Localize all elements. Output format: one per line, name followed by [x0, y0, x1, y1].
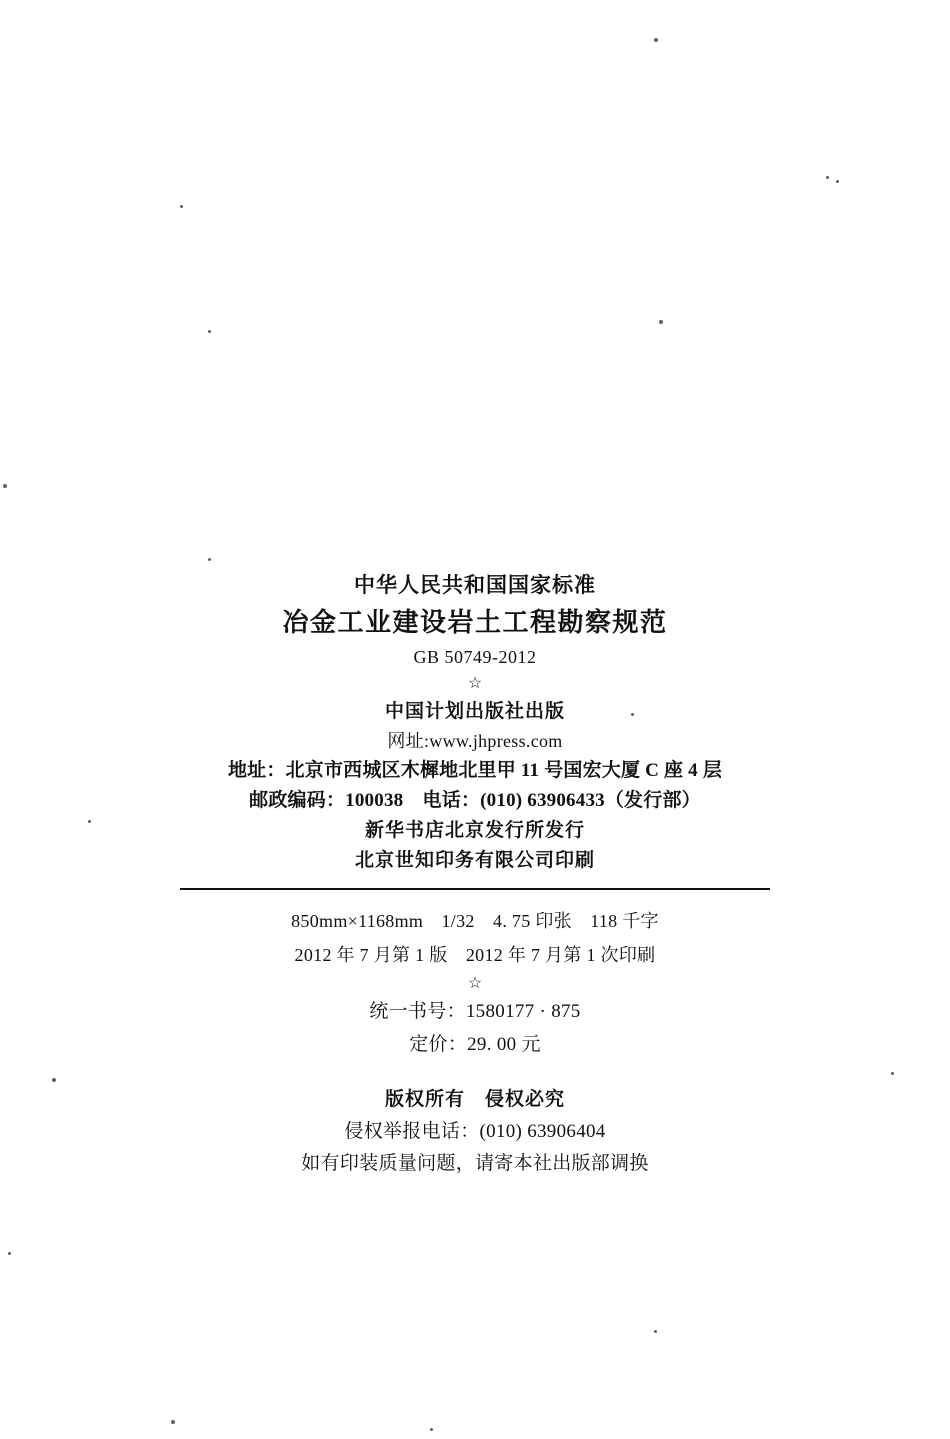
- unified-book-number: 统一书号：1580177 · 875: [369, 1001, 581, 1022]
- star-ornament-bottom-icon: ☆: [467, 975, 483, 992]
- print-specification: 850mm×1168mm 1/32 4. 75 印张 118 千字: [291, 911, 659, 931]
- edition-and-printing-date: 2012 年 7 月第 1 版 2012 年 7 月第 1 次印刷: [294, 945, 656, 965]
- scan-speck: [208, 330, 211, 333]
- copyright-notice: 版权所有 侵权必究: [384, 1089, 565, 1110]
- document-title: 冶金工业建设岩土工程勘察规范: [282, 608, 668, 637]
- scan-speck: [180, 205, 183, 208]
- publisher-address: 地址：北京市西城区木樨地北里甲 11 号国宏大厦 C 座 4 层: [227, 760, 723, 781]
- infringement-report-phone: 侵权举报电话：(010) 63906404: [344, 1121, 606, 1142]
- national-standard-label: 中华人民共和国国家标准: [354, 573, 596, 597]
- scan-speck: [836, 180, 839, 183]
- publisher-website: 网址:www.jhpress.com: [387, 731, 563, 751]
- scan-speck: [208, 558, 211, 561]
- scan-speck: [3, 484, 7, 488]
- scan-speck: [430, 1428, 433, 1431]
- scan-speck: [654, 1330, 657, 1333]
- publisher-name: 中国计划出版社出版: [384, 701, 565, 722]
- scan-speck: [659, 320, 663, 324]
- standard-code: GB 50749-2012: [413, 647, 537, 667]
- colophon-block: [0, 575, 950, 1173]
- scan-speck: [654, 38, 658, 42]
- horizontal-divider: [180, 888, 770, 890]
- scan-speck: [826, 176, 829, 179]
- printer: 北京世知印务有限公司印刷: [354, 850, 595, 871]
- quality-issue-notice: 如有印装质量问题，请寄本社出版部调换: [301, 1153, 649, 1174]
- star-ornament-top-icon: ☆: [467, 675, 483, 692]
- scan-speck: [8, 1252, 11, 1255]
- postal-code-and-phone: 邮政编码：100038 电话：(010) 63906433（发行部）: [249, 790, 701, 811]
- scan-speck: [171, 1420, 175, 1424]
- price: 定价：29. 00 元: [409, 1034, 541, 1055]
- distributor: 新华书店北京发行所发行: [364, 820, 585, 841]
